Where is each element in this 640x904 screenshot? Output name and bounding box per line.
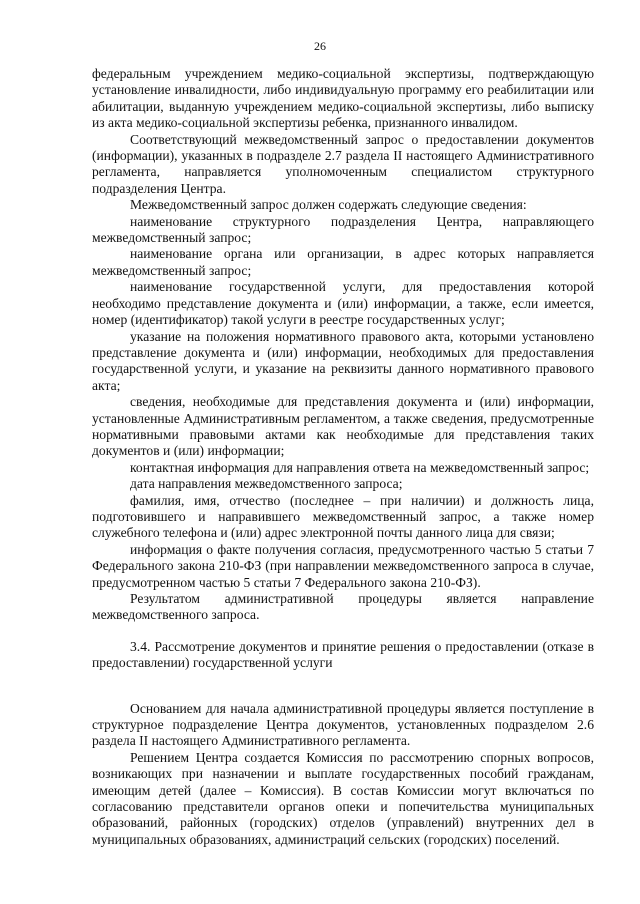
paragraph: федеральным учреждением медико-социальной экспертизы, подтверждающую установление инвалидности, либо индивидуальную программу его реабилитации или абилитации, выданную учреждением медико-социальной экспертизы, либо выписку из акта медико-социальной экспертизы ребенка, признанного инвалидом.: [92, 66, 594, 131]
paragraph: Соответствующий межведомственный запрос о предоставлении документов (информации), указанных в подразделе 2.7 раздела II настоящего Административного регламента, направляется уполномоченным специалистом структурного подразделения Центра.: [92, 131, 594, 196]
list-item: дата направления межведомственного запроса;: [130, 476, 403, 492]
list-item: наименование структурного подразделения Центра, направляющего межведомственный запрос;: [92, 213, 594, 246]
list-item: наименование государственной услуги, для предоставления которой необходимо представление документа и (или) информации, а также, если имеется, номер (идентификатор) такой услуги в реестре государственных услуг;: [92, 279, 594, 328]
paragraph: Результатом административной процедуры является направление межведомственного запроса.: [92, 591, 594, 623]
section-heading: 3.4. Рассмотрение документов и принятие решения о предоставлении (отказе в предоставлении) государственной услуги: [92, 638, 594, 671]
document-body: [92, 66, 594, 848]
paragraph: Основанием для начала административной процедуры является поступление в структурное подразделение Центра документов, установленных подразделом 2.6 раздела II настоящего Административного регламента.: [92, 700, 594, 749]
list-item: контактная информация для направления ответа на межведомственный запрос;: [130, 459, 590, 475]
page-number: 26: [314, 39, 326, 53]
paragraph: Решением Центра создается Комиссия по рассмотрению спорных вопросов, возникающих при назначении и выплате государственных пособий гражданам, имеющим детей (далее – Комиссия). В состав Комиссии могут включаться по согласованию представители органов опеки и попечительства муниципальных образований, районных (городских) отделов (управлений) внутренних дел в муниципальных образованиях, администраций сельских (городских) поселений.: [92, 749, 594, 847]
list-item: фамилия, имя, отчество (последнее – при наличии) и должность лица, подготовившего и направившего межведомственный запрос, а также номер служебного телефона и (или) адрес электронной почты данного лица для связи;: [92, 492, 594, 541]
list-item: информация о факте получения согласия, предусмотренного частью 5 статьи 7 Федерального закона 210-ФЗ (при направлении межведомственного запроса в случае, предусмотренном частью 5 статьи 7 Федерального закона 210-ФЗ).: [92, 541, 594, 590]
list-item: наименование органа или организации, в адрес которых направляется межведомственный запрос;: [92, 246, 594, 278]
list-item: указание на положения нормативного правового акта, которыми установлено представление документа и (или) информации, необходимых для предоставления государственной услуги, и указание на реквизиты данного нормативного правового акта;: [92, 328, 594, 393]
paragraph: Межведомственный запрос должен содержать следующие сведения:: [130, 197, 527, 213]
list-item: сведения, необходимые для представления документа и (или) информации, установленные Административным регламентом, а также сведения, предусмотренные нормативными правовыми актами как необходимые для представления таких документов и (или) информации;: [92, 394, 594, 459]
